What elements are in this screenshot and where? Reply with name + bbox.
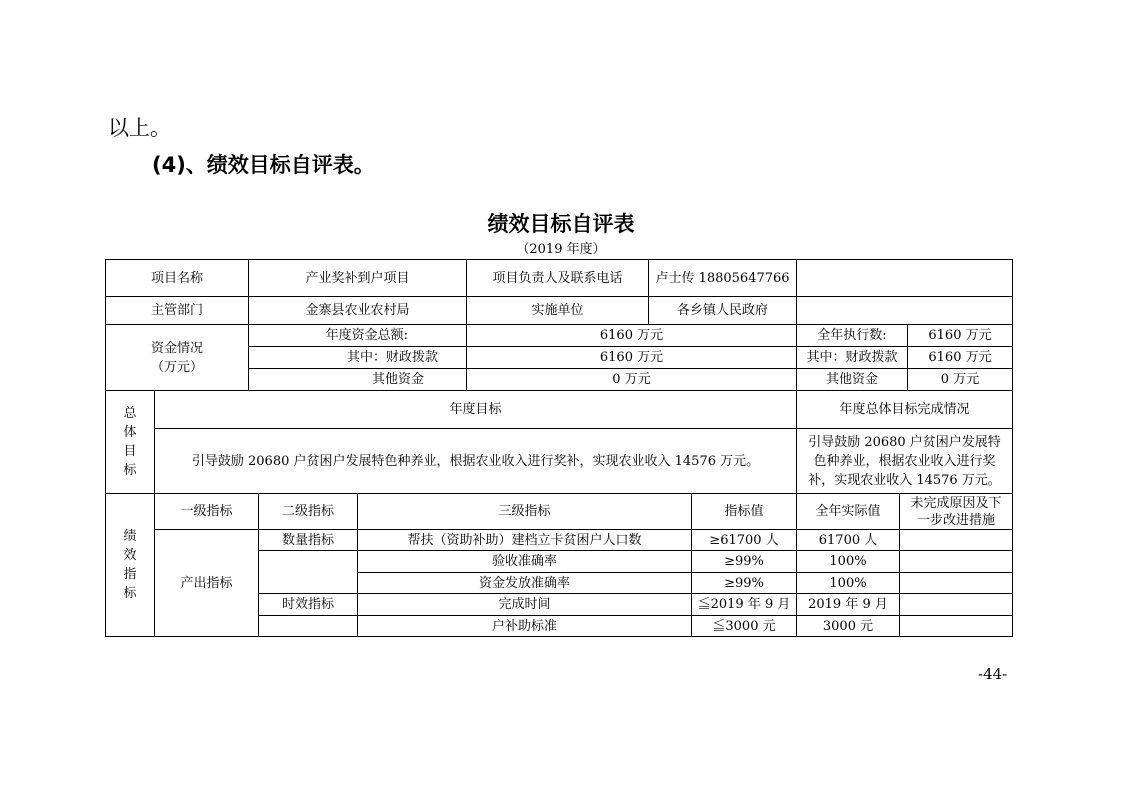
indicator-name: 资金发放准确率 <box>478 575 570 591</box>
header-reason: 未完成原因及下一步改进措施 <box>910 495 1002 528</box>
completion-header: 年度总体目标完成情况 <box>839 402 970 417</box>
project-name-label: 项目名称 <box>150 270 203 286</box>
indicator-name: 验收准确率 <box>491 554 557 569</box>
annual-goal-text: 引导鼓励 20680 户贫困户发展特色种养业，根据农业收入进行奖补，实现农业收入 14576 万元。 <box>191 453 760 469</box>
overall-goal-label <box>106 391 154 493</box>
funds-unit-line: （万元） <box>150 359 203 375</box>
indicator-target: ≦3000 元 <box>712 618 776 634</box>
completion-text: 引导鼓励 20680 户贫困户发展特色种养业，根据农业收入进行奖补，实现农业收入 14576 万元。 <box>808 434 1001 488</box>
indicator-actual: 2019 年 9 月 <box>808 597 888 612</box>
fiscal-label: 其中：财政拨款 <box>346 350 438 365</box>
overall-goal-char: 标 <box>123 463 137 478</box>
funds-label <box>106 325 248 390</box>
dept-label: 主管部门 <box>150 303 203 318</box>
annual-total-value: 6160 万元 <box>599 328 664 343</box>
contact-label: 项目负责人及联系电话 <box>492 270 623 286</box>
perf-indicator-char: 绩 <box>123 529 137 544</box>
perf-indicator-char: 标 <box>123 586 137 601</box>
other-label: 其他资金 <box>371 372 424 387</box>
indicator-actual: 61700 人 <box>818 532 878 548</box>
indicator-actual: 100% <box>829 575 867 591</box>
exec-label: 全年执行数: <box>817 328 887 343</box>
table-title: 绩效目标自评表 <box>487 212 635 236</box>
header-level1: 一级指标 <box>180 504 233 519</box>
table-border-bottom <box>105 636 1013 637</box>
indicator-name: 完成时间 <box>498 597 551 612</box>
overall-goal-char: 总 <box>123 406 137 421</box>
other-value: 0 万元 <box>612 372 651 387</box>
other-value-right: 0 万元 <box>940 372 980 387</box>
perf-indicator-char: 效 <box>123 548 137 563</box>
table-border-right <box>1012 259 1013 637</box>
indicator-target: ≥99% <box>724 554 764 569</box>
overall-goal-char: 体 <box>123 425 137 440</box>
perf-indicator-char: 指 <box>123 567 137 582</box>
intro-text-line: 以上。 <box>108 116 171 140</box>
impl-value: 各乡镇人民政府 <box>676 303 768 318</box>
impl-label: 实施单位 <box>531 303 584 318</box>
indicator-actual: 100% <box>829 554 867 569</box>
contact-value: 卢士传 18805647766 <box>655 270 790 286</box>
header-level3: 三级指标 <box>498 504 551 519</box>
section-heading: (4)、绩效目标自评表。 <box>152 153 375 177</box>
page-number: -44- <box>978 665 1008 683</box>
project-name-value: 产业奖补到户项目 <box>305 270 410 286</box>
indicator-target: ≦2019 年 9 月 <box>697 597 791 612</box>
dept-value: 金寨县农业农村局 <box>305 303 410 318</box>
indicator-target: ≥99% <box>724 575 764 591</box>
fiscal-value-right: 6160 万元 <box>928 350 992 365</box>
header-level2: 二级指标 <box>281 504 334 519</box>
table-rule <box>796 259 797 325</box>
annual-goal-header: 年度目标 <box>449 402 502 417</box>
quantity-indicator-label: 数量指标 <box>281 532 334 548</box>
indicator-target: ≥61700 人 <box>709 532 779 548</box>
perf-indicator-label <box>106 494 154 636</box>
indicator-name: 帮扶（资助补助）建档立卡贫困户人口数 <box>407 532 642 548</box>
annual-total-label: 年度资金总额: <box>325 328 408 343</box>
fiscal-label-right: 其中：财政拨款 <box>806 350 898 365</box>
indicator-actual: 3000 元 <box>822 618 874 634</box>
header-target-value: 指标值 <box>724 504 764 519</box>
overall-goal-char: 目 <box>123 444 137 459</box>
time-indicator-label: 时效指标 <box>281 597 334 612</box>
fiscal-value: 6160 万元 <box>599 350 664 365</box>
header-actual-value: 全年实际值 <box>815 504 881 519</box>
indicator-name: 户补助标准 <box>491 618 557 634</box>
table-year: （2019 年度） <box>516 242 606 257</box>
exec-value: 6160 万元 <box>928 328 992 343</box>
output-indicator-label: 产出指标 <box>180 575 233 591</box>
funds-label-line: 资金情况 <box>150 340 203 356</box>
other-label-right: 其他资金 <box>825 372 878 387</box>
